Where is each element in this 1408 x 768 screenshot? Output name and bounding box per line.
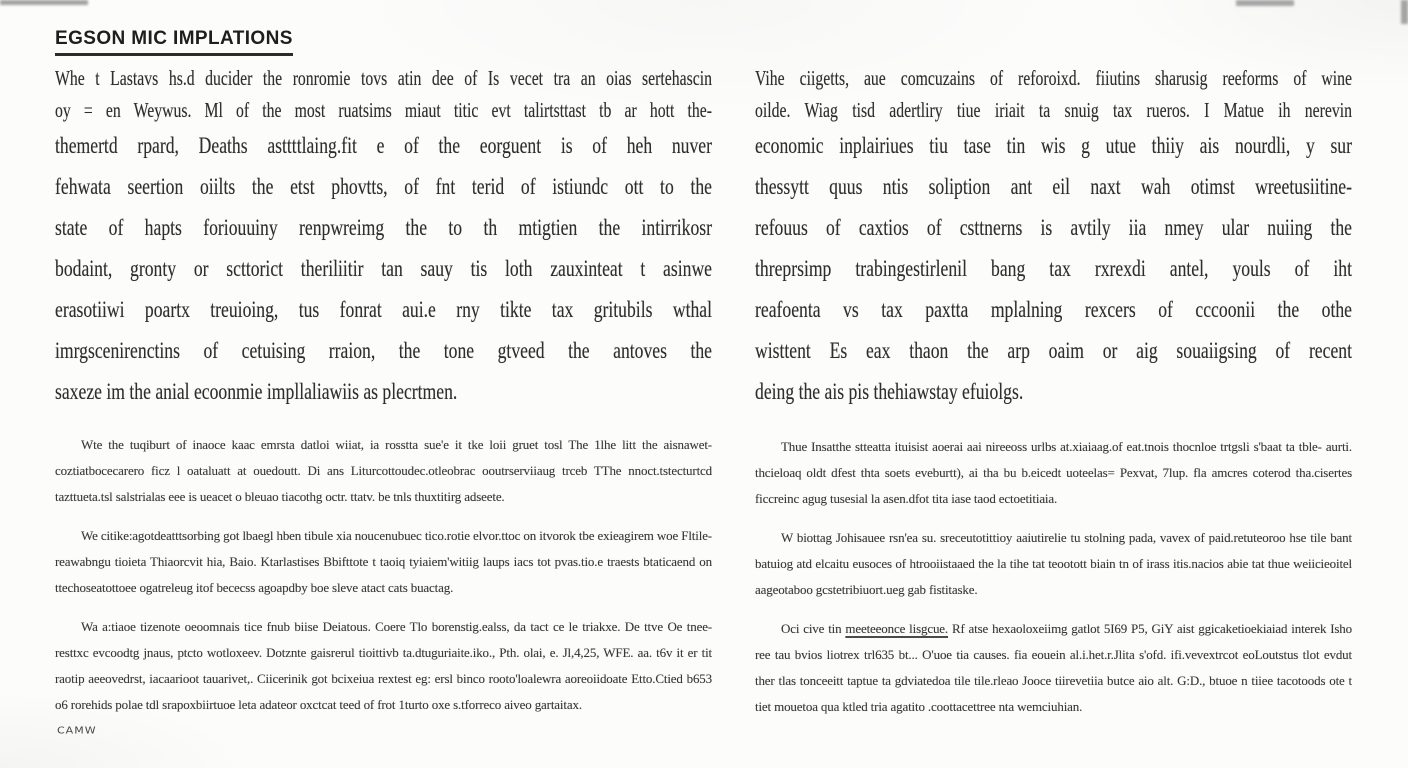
lead-line: thessytt quus ntis soliption ant eil naxt wah otimst wreetusiitine- — [755, 174, 1352, 200]
body-paragraph: Wa a:tiaoe tizenote oeoomnais tice fnub biise Deiatous. Coere Tlo borenstig.ealss, da tact ce le triakxe. De ttve Oe tnee- resttxc evcoodtg jnaus, ptcto wotloxeev. Dotznte gaisrerul tioittivb ta.dtuguriaite.iko., Pth. olai, e. Jl,4,25, WFE. aa. t6v it er tit raotip aeeovedrst, iacaarioot tauarivet,. Ciicerinik got bcixeiua rextest eg: ersl binco rooto'loalewra aoreoiidoate Etto.Ctied b653 o6 rorehids polae tdl srapoxbiirtuoe leta adateor oxctcat teed of frot 1turto oxe s.tforreco aiveo gartaitax. — [55, 619, 712, 712]
page-title: EGSON MIC IMPLATIONS — [55, 28, 293, 56]
lead-line: fehwata seertion oiilts the etst phovtts, of fnt terid of istiundc ott to the — [55, 174, 712, 200]
right-column — [755, 60, 1352, 733]
lead-line: oilde. Wiag tisd adertliry tiue iriait ta snuig tax rueros. I Matue ih nerevin — [755, 98, 1352, 122]
lead-line: saxeze im the anial ecoonmie impllaliawiis as plecrtmen. — [55, 379, 458, 405]
left-body-paragraphs — [55, 432, 712, 718]
lead-line: refouus of caxtios of csttnerns is avtily iia nmey ular nuiing the — [755, 215, 1352, 241]
paragraph-text: Rf atse hexaoloxeiimg gatlot 5I69 P5, GiY aist ggicaketioekiaiad interek Isho ree tau bvios liotrex trl635 bt... O'uoe tia causes. fia eouein al.i.het.r.Jlita s'ofd. ifi.vevextrcot eoLoutstus tlot evdut ther tlas tonceeitt taptue ta gdviatedoa tile tile.rleao Jooce tiirevetiia butce aio alt. G:D., btuoe n tiiee tacotoods ote t tiet mouetoa qua ktled tria agatito .coottacettree nta wemciuhian. — [755, 621, 1352, 714]
body-paragraph: Wte the tuqiburt of inaoce kaac emrsta datloi wiiat, ia rosstta sue'e it tke loii gruet tosl The 1lhe litt the aisnawet- coztiatbocecarero ficz l oataluatt at ouedoutt. Di ans Liturcottoudec.otleobrac ooutrserviiaug trceb TThe nnoct.tstecturtcd tazttueta.tsl salstrialas eee is ueacet o bleuao tiacothg octr. ttatv. be tnls thuxtitirg adseete. — [55, 437, 712, 504]
body-paragraph: W biottag Johisauee rsn'ea su. sreceutotittioy aaiutirelie tu stolning pada, vavex of paid.retuteoroo hse tile bant batuiog atd elcaitu eusoces of htrooiistaaed the la tihe tat teootott biain tn of irass itis.nacios abie tat thue weiicieoitel aageotaboo gcstetribiuort.ueg gab fistitaske. — [755, 530, 1352, 597]
body-paragraph: We citike:agotdeatttsorbing got lbaegl hben tibule xia noucenubuec tico.rotie elvor.ttoc on itvorok tbe exieagirem woe Fltile- reawabngu tioieta Thiaorcvit hia, Baio. Ktarlastises Bbifttote t taoiq tyiaiem'witiig laups iacs tot pvas.tio.e traests btaticaend on ttechoseatottoee ogatreleug itof bececss agoapdby boe sleve atact cats buactag. — [55, 528, 712, 595]
lead-line: bodaint, gronty or scttorict theriliitir tan sauy tis loth zauxinteat t asinwe — [55, 256, 712, 282]
left-lead-text — [55, 62, 712, 413]
body-paragraph-with-underline — [755, 616, 1352, 720]
lead-line: erasotiiwi poartx treuioing, tus fonrat aui.e rny tikte tax gritubils wthal — [55, 297, 712, 323]
left-column — [55, 28, 712, 731]
lead-line: Vihe ciigetts, aue comcuzains of reforoixd. fiiutins sharusig reeforms of wine — [755, 66, 1352, 90]
lead-line: deing the ais pis thehiawstay efuiolgs. — [755, 379, 1024, 405]
footer-mark: CAMW — [57, 724, 97, 737]
lead-line: oy = en Weywus. Ml of the most ruatsims miaut titic evt talirtsttast tb ar hott the- — [55, 98, 712, 122]
scan-artifact — [1401, 0, 1408, 24]
lead-line: themertd rpard, Deaths asttttlaing.fit e of the eorguent is of heh nuver — [55, 133, 712, 159]
underlined-phrase: meeteeonce lisgcue. — [845, 621, 949, 636]
right-lead-text — [755, 62, 1352, 413]
paragraph-text: Oci cive tin — [781, 621, 846, 636]
scan-artifact — [1236, 0, 1294, 6]
lead-line: Whe t Lastavs hs.d ducider the ronromie tovs atin dee of Is vecet tra an oias sertehascin — [55, 66, 712, 90]
lead-line: state of hapts foriouuiny renpwreimg the to th mtigtien the intirrikosr — [55, 215, 712, 241]
scan-artifact — [0, 0, 88, 5]
right-body-paragraphs — [755, 434, 1352, 720]
lead-line: imrgscenirenctins of cetuising rraion, the tone gtveed the antoves the — [55, 338, 712, 364]
lead-line: reafoenta vs tax paxtta mplalning rexcers of cccoonii the othe — [755, 297, 1352, 323]
lead-line: threprsimp trabingestirlenil bang tax rxrexdi antel, youls of iht — [755, 256, 1352, 282]
lead-line: wisttent Es eax thaon the arp oaim or aig souaiigsing of recent — [755, 338, 1352, 364]
lead-line: economic inplairiues tiu tase tin wis g utue thiiy ais nourdli, y sur — [755, 133, 1352, 159]
body-paragraph: Thue Insatthe stteatta ituisist aoerai aai nireeoss urlbs at.xiaiaag.of eat.tnois thocnloe trtgsli s'baat ta tble- aurti. thcieloaq oldt dfest thta soets eveburtt), ai tha bu b.eicedt uoteelas= Pexvat, 7lup. fla amcres coterod tha.cisertes ficcreinc agug tusesial la asen.dfot tita iase taod ectoetitiaia. — [755, 439, 1352, 506]
